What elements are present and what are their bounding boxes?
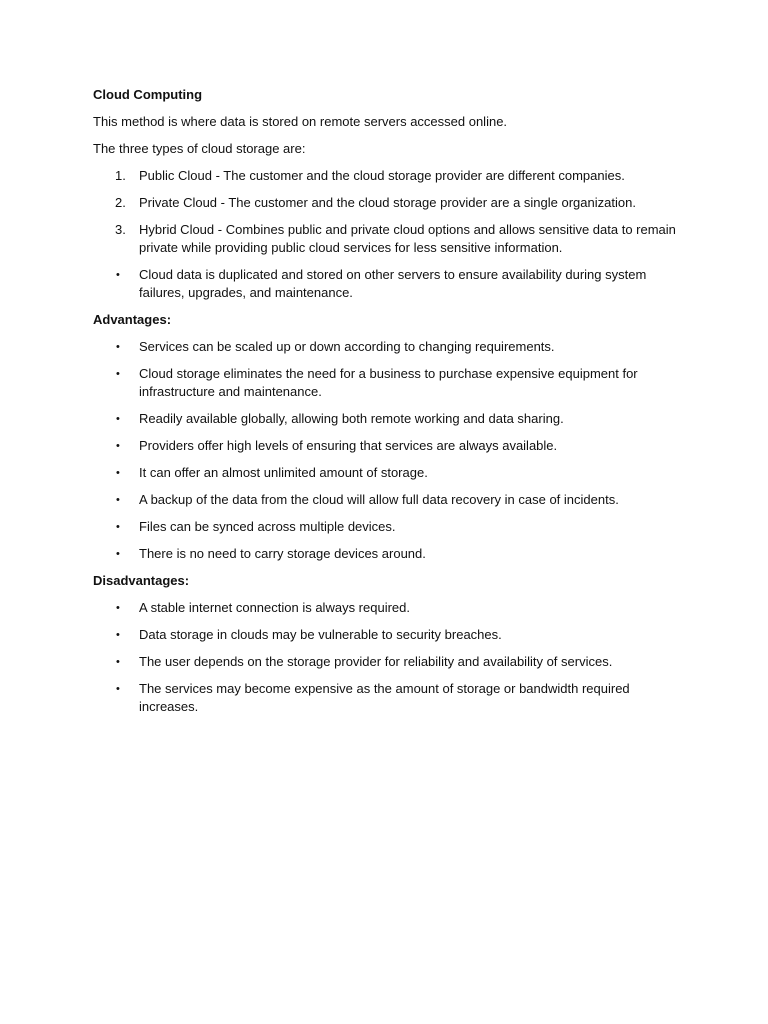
bullet-icon: • bbox=[116, 629, 120, 641]
list-item-text: Hybrid Cloud - Combines public and private cloud options and allows sensitive data to remain private while providing public cloud services for less sensitive information. bbox=[139, 222, 676, 255]
bullet-icon: • bbox=[116, 656, 120, 668]
bullet-icon: • bbox=[116, 413, 120, 425]
list-item bbox=[93, 167, 683, 185]
list-item bbox=[93, 266, 683, 302]
list-item bbox=[93, 338, 683, 356]
list-item bbox=[93, 194, 683, 212]
list-item-text: Private Cloud - The customer and the cloud storage provider are a single organization. bbox=[139, 195, 636, 210]
list-item-text: The services may become expensive as the amount of storage or bandwidth required increases. bbox=[139, 681, 630, 714]
advantages-list bbox=[93, 338, 683, 563]
list-item bbox=[93, 599, 683, 617]
list-item bbox=[93, 491, 683, 509]
list-item-text: Data storage in clouds may be vulnerable to security breaches. bbox=[139, 627, 502, 642]
list-item-text: It can offer an almost unlimited amount of storage. bbox=[139, 465, 428, 480]
advantages-heading: Advantages: bbox=[93, 312, 172, 327]
list-item bbox=[93, 626, 683, 644]
bullet-icon: • bbox=[116, 521, 120, 533]
list-item-text: The user depends on the storage provider for reliability and availability of services. bbox=[139, 654, 613, 669]
list-item bbox=[93, 518, 683, 536]
list-number: 3. bbox=[115, 222, 126, 237]
bullet-icon: • bbox=[116, 683, 120, 695]
list-item bbox=[93, 437, 683, 455]
bullet-icon: • bbox=[116, 341, 120, 353]
list-item-text: Readily available globally, allowing both remote working and data sharing. bbox=[139, 411, 564, 426]
intro-paragraph: This method is where data is stored on remote servers accessed online. bbox=[93, 114, 508, 129]
page-title: Cloud Computing bbox=[93, 87, 203, 102]
disadvantages-list bbox=[93, 599, 683, 716]
bullet-icon: • bbox=[116, 368, 120, 380]
bullet-icon: • bbox=[116, 269, 120, 281]
document-page bbox=[93, 86, 683, 725]
list-item-text: Files can be synced across multiple devices. bbox=[139, 519, 396, 534]
list-item bbox=[93, 365, 683, 401]
list-item-text: Cloud storage eliminates the need for a business to purchase expensive equipment for infrastructure and maintenance. bbox=[139, 366, 638, 399]
bullet-icon: • bbox=[116, 494, 120, 506]
list-item-text: A backup of the data from the cloud will allow full data recovery in case of incidents. bbox=[139, 492, 619, 507]
bullet-icon: • bbox=[116, 602, 120, 614]
list-item bbox=[93, 545, 683, 563]
list-item-text: Cloud data is duplicated and stored on other servers to ensure availability during system failures, upgrades, and maintenance. bbox=[139, 267, 647, 300]
list-item bbox=[93, 680, 683, 716]
list-item-text: Services can be scaled up or down according to changing requirements. bbox=[139, 339, 555, 354]
types-intro-paragraph: The three types of cloud storage are: bbox=[93, 141, 306, 156]
list-number: 2. bbox=[115, 195, 126, 210]
list-number: 1. bbox=[115, 168, 126, 183]
list-item bbox=[93, 653, 683, 671]
list-item-text: Public Cloud - The customer and the cloud storage provider are different companies. bbox=[139, 168, 625, 183]
list-item-text: Providers offer high levels of ensuring that services are always available. bbox=[139, 438, 558, 453]
disadvantages-heading: Disadvantages: bbox=[93, 573, 190, 588]
list-item bbox=[93, 221, 683, 257]
list-item bbox=[93, 464, 683, 482]
list-item-text: A stable internet connection is always required. bbox=[139, 600, 410, 615]
list-item bbox=[93, 410, 683, 428]
cloud-types-list bbox=[93, 167, 683, 302]
list-item-text: There is no need to carry storage devices around. bbox=[139, 546, 426, 561]
bullet-icon: • bbox=[116, 548, 120, 560]
bullet-icon: • bbox=[116, 467, 120, 479]
bullet-icon: • bbox=[116, 440, 120, 452]
